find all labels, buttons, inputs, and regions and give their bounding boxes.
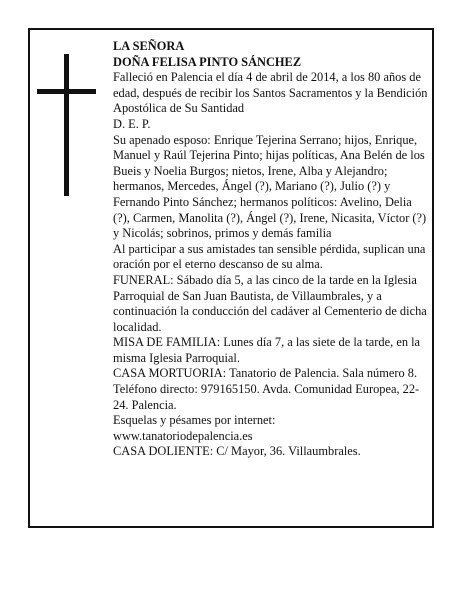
- deceased-name: DOÑA FELISA PINTO SÁNCHEZ: [113, 54, 302, 69]
- home-address: CASA DOLIENTE: C/ Mayor, 36. Villaumbrales.: [113, 444, 361, 459]
- rip-line: D. E. P.: [113, 116, 151, 131]
- website-link[interactable]: www.tanatoriodepalencia.es: [113, 428, 253, 443]
- funeral-home-info: CASA MORTUORIA: Tanatorio de Palencia. Sala número 8. Teléfono directo: 979165150. Avda. Comunidad Europea, 22-24. Palencia.: [113, 366, 420, 412]
- obituary-text: [113, 39, 431, 460]
- title-line: LA SEÑORA: [113, 39, 185, 53]
- prayer-request: Al participar a sus amistades tan sensible pérdida, suplican una oración por el eterno descanso de su alma.: [113, 241, 426, 272]
- family-list: Su apenado esposo: Enrique Tejerina Serrano; hijos, Enrique, Manuel y Raúl Tejerina Pinto; hijas políticas, Ana Belén de los Bueis y Noelia Burgos; nietos, Irene, Alba y Alejandro; hermanos, Mercedes, Ángel (?), Mariano (?), Julio (?) y Fernando Pinto Sánchez; hermanos políticos: Avelino, Delia (?), Carmen, Manolita (?), Ángel (?), Irene, Nicasita, Víctor (?) y Nicolás; sobrinos, primos y demás familia: [113, 132, 427, 241]
- internet-label: Esquelas y pésames por internet:: [113, 413, 276, 428]
- cross-icon-crossbar: [37, 89, 96, 94]
- cross-icon: [64, 54, 69, 196]
- death-notice: Falleció en Palencia el día 4 de abril de 2014, a los 80 años de edad, después de recibir los Santos Sacramentos y la Bendición Apostólica de Su Santidad: [113, 70, 428, 116]
- family-mass-info: MISA DE FAMILIA: Lunes día 7, a las siete de la tarde, en la misma Iglesia Parroquial.: [113, 335, 421, 365]
- funeral-info: FUNERAL: Sábado día 5, a las cinco de la tarde en la Iglesia Parroquial de San Juan Bautista, de Villaumbrales, y a continuación la conducción del cadáver al Cementerio de dicha localidad.: [113, 272, 427, 334]
